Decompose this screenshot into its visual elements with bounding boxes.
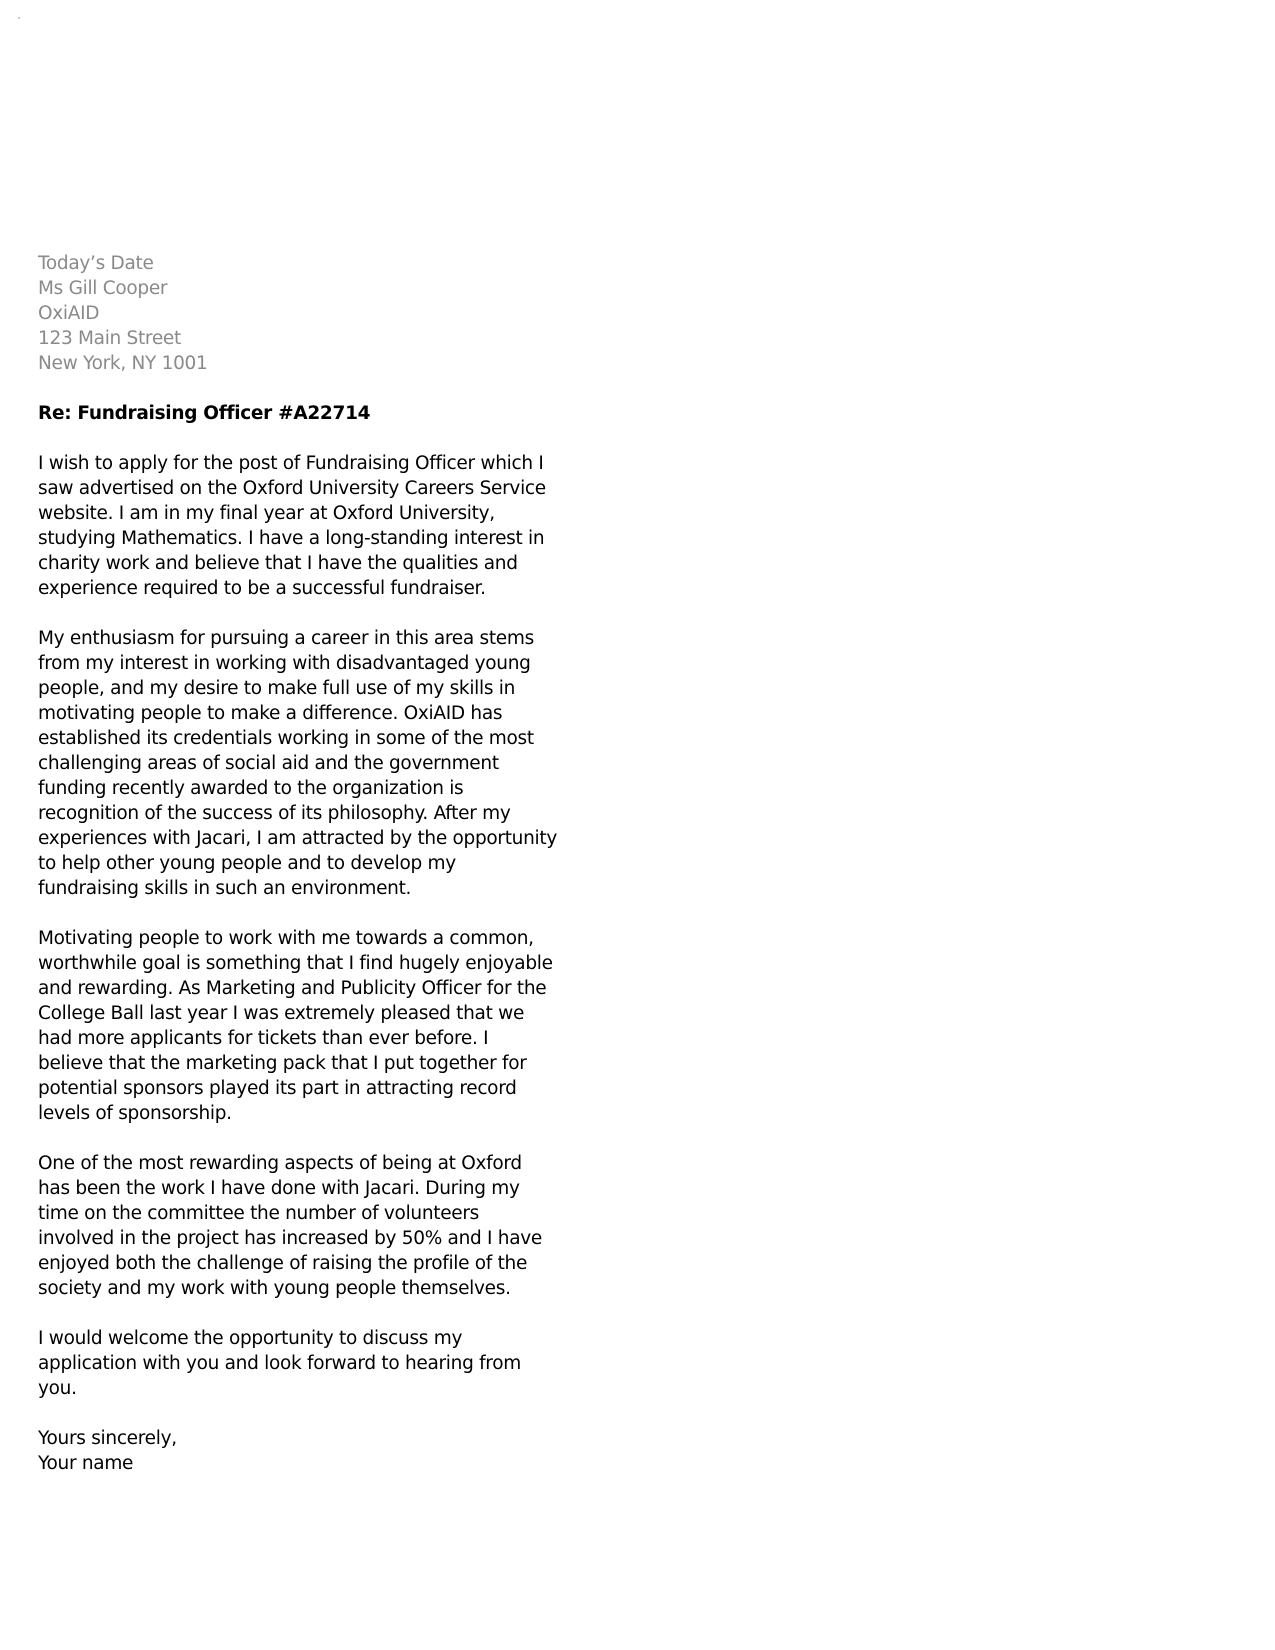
salutation: Yours sincerely, xyxy=(38,1428,177,1449)
paragraph-experience: Motivating people to work with me towards a common, worthwhile goal is something that I find hugely enjoyable and rewarding. As Marketing and Publicity Officer for the College Ball last year I was extremely pleased that we had more applicants for tickets than ever before. I believe that the marketing pack that I put together for potential sponsors played its part in attracting record levels of sponsorship. xyxy=(38,928,553,1124)
paragraph-motivation: My enthusiasm for pursuing a career in this area stems from my interest in working with disadvantaged young people, and my desire to make full use of my skills in motivating people to make a difference. OxiAID has established its credentials working in some of the most challenging areas of social aid and the government funding recently awarded to the organization is recognition of the success of its philosophy. After my experiences with Jacari, I am attracted by the opportunity to help other young people and to develop my fundraising skills in such an environment. xyxy=(38,628,557,899)
recipient-name: Ms Gill Cooper xyxy=(38,278,168,299)
paragraph-closing: I would welcome the opportunity to discuss my application with you and look forward to hearing from you. xyxy=(38,1328,521,1399)
subject-line: Re: Fundraising Officer #A22714 xyxy=(38,403,371,424)
recipient-street: 123 Main Street xyxy=(38,328,181,349)
letter-date: Today’s Date xyxy=(38,253,154,274)
corner-mark xyxy=(18,17,20,19)
recipient-block xyxy=(38,251,558,376)
signature-name: Your name xyxy=(38,1453,134,1474)
recipient-organization: OxiAID xyxy=(38,303,100,324)
paragraph-intro: I wish to apply for the post of Fundraising Officer which I saw advertised on the Oxford University Careers Service website. I am in my final year at Oxford University, studying Mathematics. I have a long-standing interest in charity work and believe that I have the qualities and experience required to be a successful fundraiser. xyxy=(38,453,546,599)
recipient-city: New York, NY 1001 xyxy=(38,353,208,374)
cover-letter xyxy=(38,251,558,1476)
sign-off xyxy=(38,1426,558,1476)
paragraph-jacari: One of the most rewarding aspects of being at Oxford has been the work I have done with Jacari. During my time on the committee the number of volunteers involved in the project has increased by 50% and I have enjoyed both the challenge of raising the profile of the society and my work with young people themselves. xyxy=(38,1153,542,1299)
